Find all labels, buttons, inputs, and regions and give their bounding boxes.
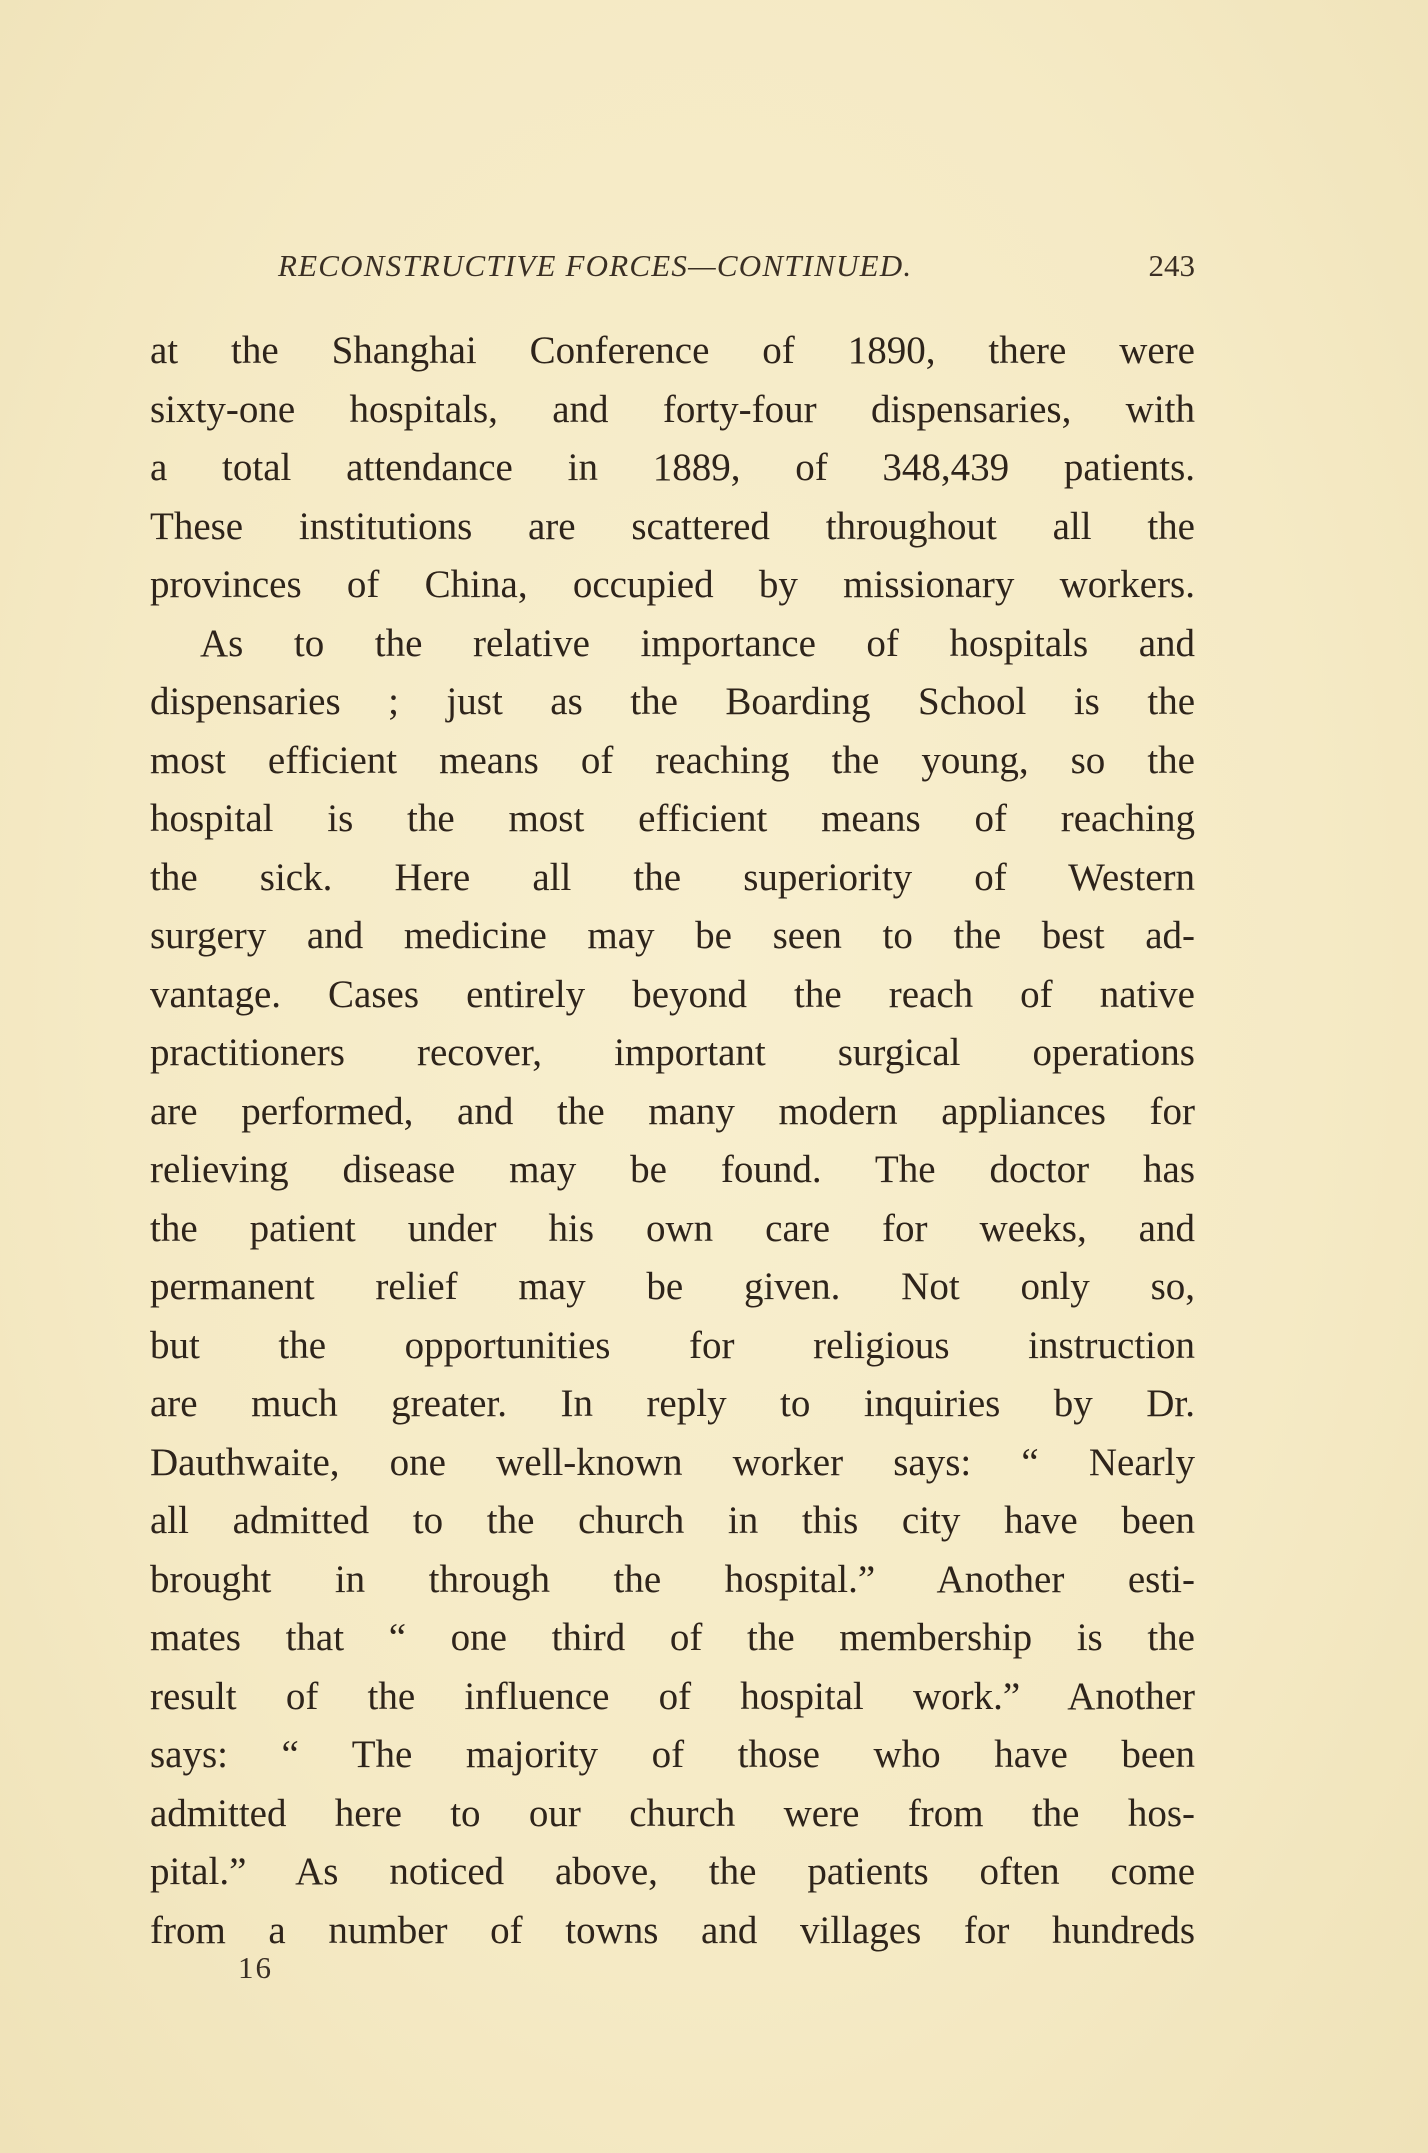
text-line: from a number of towns and villages for hundreds	[150, 1908, 1195, 1952]
text-line: Dauthwaite, one well-known worker says: “ Nearly	[150, 1440, 1195, 1484]
text-line: the sick. Here all the superiority of Western	[150, 855, 1195, 899]
text-line: are performed, and the many modern appliances for	[150, 1089, 1195, 1133]
text-line: provinces of China, occupied by missionary workers.	[150, 563, 1195, 606]
text-line: sixty-one hospitals, and forty-four dispensaries, with	[150, 387, 1195, 431]
text-line: but the opportunities for religious instruction	[150, 1323, 1195, 1367]
body-text	[150, 322, 1195, 1960]
text-line: most efficient means of reaching the young, so the	[150, 738, 1195, 782]
text-line: These institutions are scattered throughout all the	[150, 504, 1195, 548]
text-line: surgery and medicine may be seen to the best ad-	[150, 914, 1195, 957]
text-line: permanent relief may be given. Not only so,	[150, 1265, 1195, 1308]
text-line: relieving disease may be found. The doctor has	[150, 1148, 1195, 1191]
text-line: all admitted to the church in this city have been	[150, 1499, 1195, 1542]
text-line: mates that “ one third of the membership is the	[150, 1616, 1195, 1659]
text-line: are much greater. In reply to inquiries by Dr.	[150, 1382, 1195, 1425]
text-line: practitioners recover, important surgical operations	[150, 1031, 1195, 1074]
text-line: brought in through the hospital.” Another esti-	[150, 1557, 1195, 1601]
text-line: the patient under his own care for weeks, and	[150, 1206, 1195, 1250]
running-title: RECONSTRUCTIVE FORCES—CONTINUED.	[278, 248, 913, 283]
text-line: result of the influence of hospital work.” Another	[150, 1674, 1195, 1718]
text-line: vantage. Cases entirely beyond the reach of native	[150, 972, 1195, 1016]
text-line: As to the relative importance of hospitals and	[200, 621, 1195, 665]
text-line: a total attendance in 1889, of 348,439 patients.	[150, 446, 1195, 489]
text-line: at the Shanghai Conference of 1890, there were	[150, 329, 1195, 372]
text-line: hospital is the most efficient means of reaching	[150, 797, 1195, 840]
text-line: admitted here to our church were from the hos-	[150, 1791, 1195, 1835]
text-line: pital.” As noticed above, the patients often come	[150, 1850, 1195, 1893]
text-line: dispensaries ; just as the Boarding School is the	[150, 680, 1195, 723]
running-head	[278, 248, 1195, 288]
page-number: 243	[1148, 248, 1195, 283]
signature-mark: 16	[238, 1950, 273, 1985]
text-line: says: “ The majority of those who have been	[150, 1733, 1195, 1776]
